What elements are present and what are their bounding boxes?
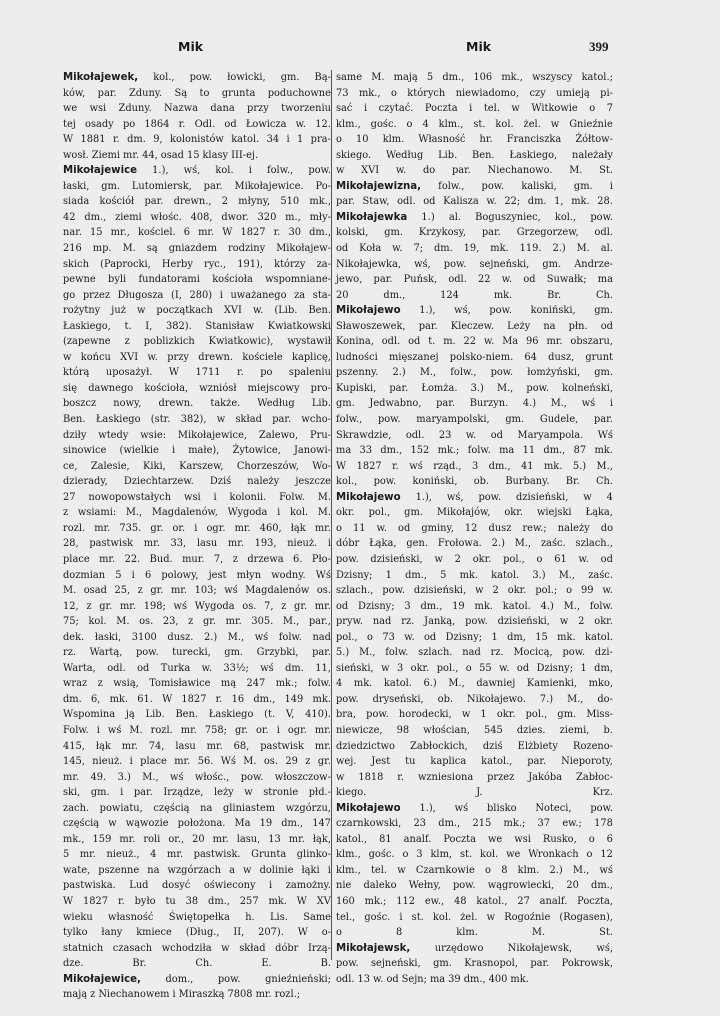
text-line: place mr. 22. Bud. mur. 7, z drzewa 6. Pło- <box>63 553 331 565</box>
text-line: pszenny. 2.) M., folw., pow. łomżyński, gm. <box>336 367 613 379</box>
text-line: mk., 159 mr. roli or., 20 mr. lasu, 13 mr. łąk, <box>63 833 331 845</box>
text-line: ków, par. Zduny. Są to grunta poduchowne <box>63 87 331 99</box>
right-text-column <box>336 70 613 987</box>
text-line: Warta, odl. od Turka w. 33½; wś dm. 11, <box>63 662 331 674</box>
text-line: we wsi Zduny. Nazwa dana przy tworzeniu <box>63 103 331 115</box>
text-line: rz. Wartą, pow. turecki, gm. Grzybki, par. <box>63 647 331 659</box>
text-line: Mikołajewice 1.), wś, kol. i folw., pow. <box>63 165 331 177</box>
left-text-column <box>63 70 331 1003</box>
text-line: dm. 6, mk. 61. W 1827 r. 16 dm., 149 mk. <box>63 693 331 705</box>
text-line: Wspomina ją Lib. Ben. Łaskiego (t. V, 410). <box>63 709 331 721</box>
text-line: o 10 klm. Własność hr. Franciszka Żółtow- <box>336 134 613 146</box>
text-line: Mikołajewsk, urzędowo Nikołajewsk, wś, <box>336 942 613 954</box>
text-line: 4 mk. katol. 6.) M., dawniej Kamienki, mko, <box>336 678 613 690</box>
text-line: w 1818 r. wzniesiona przez Jakóba Zabłoc- <box>336 771 613 783</box>
text-line: ski, gm. i par. Irządze, leży w stronie płd.- <box>63 787 331 799</box>
text-line: Mikołajewka 1.) al. Boguszyniec, kol., pow. <box>336 211 613 223</box>
text-line: dozmian 5 i 6 polowy, jest młyn wodny. Wś <box>63 569 331 581</box>
text-line: Łaskiego, t. I, 382). Stanisław Kwiatkowski <box>63 320 331 332</box>
column-divider <box>331 70 332 960</box>
text-line: Skrawdzie, odl. 23 w. od Maryampola. Wś <box>336 429 613 441</box>
text-line: boszcz nowy, drewn. także. Według Lib. <box>63 398 331 410</box>
text-line: bra, pow. horodecki, w 1 okr. pol., gm. Miss- <box>336 709 613 721</box>
text-line: od Koła w. 7; dm. 19, mk. 119. 2.) M. al. <box>336 243 613 255</box>
text-line: Mikołajewizna, folw., pow. kaliski, gm. i <box>336 180 613 192</box>
text-line: tylko łany kmiece (Dług., II, 207). W o- <box>63 927 331 939</box>
text-line: odl. 13 w. od Sejn; ma 39 dm., 400 mk. <box>336 973 529 985</box>
text-line: klm., gośc. o 4 klm., st. kol. żel. w Gnieźnie <box>336 118 613 130</box>
text-line: 160 mk.; 112 ew., 48 katol., 27 analf. Poczta, <box>336 895 613 907</box>
text-line: 415, łąk mr. 74, lasu mr. 68, pastwisk mr. <box>63 740 331 752</box>
text-line: 145, nieuż. i place mr. 56. Wś M. os. 29 z gr. <box>63 756 331 768</box>
text-line: dziły wtedy wsie: Mikołajewice, Zalewo, Pru- <box>63 429 331 441</box>
text-line: w końcu XVI w. przy drewn. kościele kaplicę, <box>63 351 331 363</box>
text-line: mr. 49. 3.) M., wś włośc., pow. włoszczow- <box>63 771 331 783</box>
text-line: sinowice (wielkie i małe), Żytowice, Janowi- <box>63 445 331 457</box>
text-line: 75; kol. M. os. 23, z gr. mr. 305. M., par., <box>63 616 331 628</box>
text-line: o 11 w. od gminy, 12 dusz rew.; należy do <box>336 522 613 534</box>
text-line: z wsiami: M., Magdalenów, Wygoda i kol. M. <box>63 507 331 519</box>
text-line: dóbr Łąka, gen. Frołowa. 2.) M., zaśc. szlach., <box>336 538 613 550</box>
text-line: sać i czytać. Poczta i tel. w Witkowie o 7 <box>336 103 613 115</box>
text-line: Konina, odl. od t. m. 22 w. Ma 96 mr. obszaru, <box>336 336 613 348</box>
text-line: (zapewne z poblizkich Kwiatkowic), wystawił <box>63 336 331 348</box>
text-line: mają z Niechanowem i Miraszką 7808 mr. rozl.; <box>63 989 301 1001</box>
text-line: Dzisny; 1 dm., 5 mk. katol. 3.) M., zaśc. <box>336 569 613 581</box>
text-line: statnich czasach wchodziła w skład dóbr Irzą- <box>63 942 331 954</box>
text-line: rożytny już w początkach XVI w. (Lib. Ben. <box>63 305 331 317</box>
text-line: tej osady po 1864 r. Odl. od Łowicza w. 12. <box>63 118 331 130</box>
text-line: katol., 81 analf. Poczta we wsi Rusko, o 6 <box>336 833 613 845</box>
text-line: dze. Br. Ch. E. B. <box>63 958 331 970</box>
text-line: pryw. nad rz. Janką, pow. dzisieński, w 2 okr. <box>336 616 613 628</box>
text-line: same M. mają 5 dm., 106 mk., wszyscy katol.; <box>336 72 613 83</box>
text-line: 42 dm., ziemi włośc. 408, dwor. 320 m., mły- <box>63 211 331 223</box>
text-line: klm., gośc. o 3 klm, st. kol. we Wronkach o 12 <box>336 849 613 861</box>
text-line: go przez Długosza (I, 280) i uważanego za sta- <box>63 289 331 301</box>
text-line: 216 mp. M. są gniazdem rodziny Mikołajew- <box>63 243 331 255</box>
running-head-left: Mik <box>178 39 204 54</box>
text-line: 12, z gr. mr. 198; wś Wygoda os. 7, z gr. mr. <box>63 600 331 612</box>
text-line: pewne byli fundatorami kościoła wspomniane- <box>63 274 331 286</box>
text-line: się dawnego kościoła, wzniósł miejscowy pro- <box>63 382 331 394</box>
text-line: łaski, gm. Lutomiersk, par. Mikołajewice. Po- <box>63 180 331 192</box>
running-head-center: Mik <box>466 39 492 54</box>
text-line: częścią w wąwozie położona. Ma 19 dm., 147 <box>63 818 331 830</box>
text-line: ludności mięszanej polsko-niem. 64 dusz, grunt <box>336 351 613 363</box>
text-line: dek. łaski, 3100 dusz. 2.) M., wś folw. nad <box>63 631 331 643</box>
text-line: W 1827 r. wś rząd., 3 dm., 41 mk. 5.) M., <box>336 460 613 472</box>
text-line: Mikołajewo 1.), wś blisko Noteci, pow. <box>336 802 613 814</box>
text-line: pow. dzisieński, w 2 okr. pol., o 61 w. od <box>336 553 613 565</box>
text-line: w XVI w. do par. Niechanowo. M. St. <box>336 165 613 177</box>
text-line: W 1881 r. dm. 9, kolonistów katol. 34 i 1 pra- <box>63 134 331 146</box>
text-line: Nikołajewka, wś, pow. sejneński, gm. Andrze- <box>336 258 613 270</box>
text-line: 28, pastwisk mr. 33, lasu mr. 193, nieuż. i <box>63 538 331 550</box>
text-line: folw., pow. maryampolski, gm. Gudele, par. <box>336 414 613 426</box>
text-line: Mikołajewice, dom., pow. gnieźnieński; <box>63 973 331 985</box>
text-line: skich (Paprocki, Herby ryc., 191), którzy za- <box>63 258 331 270</box>
text-line: 5.) M., folw. szlach. nad rz. Mocicą, pow. dzi- <box>336 647 613 659</box>
text-line: od Dzisny; 3 dm., 19 mk. katol. 4.) M., folw. <box>336 600 613 612</box>
text-line: dziedzictwo Zabłockich, dziś Elżbiety Rozeno- <box>336 740 613 752</box>
text-line: wosł. Ziemi mr. 44, osad 15 klasy III-ej. <box>63 149 259 161</box>
text-line: jewo, par. Puńsk, odl. 22 w. od Suwałk; ma <box>336 274 613 286</box>
text-line: niewicze, 98 włościan, 545 dzies. ziemi, b. <box>336 724 613 736</box>
text-line: szlach., pow. dzisieński, w 2 okr. pol.; o 99 w. <box>336 585 613 597</box>
text-line: okr. pol., gm. Mikołajów, okr. wiejski Łąka, <box>336 507 613 519</box>
text-line: W 1827 r. było tu 38 dm., 257 mk. W XV <box>63 895 331 907</box>
text-line: wej. Jest tu kaplica katol., par. Nieporoty, <box>336 756 613 768</box>
text-line: ce, Zalesie, Kiki, Karszew, Chorzeszów, Wo- <box>63 460 331 472</box>
text-line: gm. Jedwabno, par. Burzyn. 4.) M., wś i <box>336 398 613 410</box>
text-line: skiego. Według Lib. Ben. Łaskiego, należały <box>336 149 613 161</box>
text-line: pastwiska. Lud dosyć oświecony i zamożny. <box>63 880 331 892</box>
text-line: wate, pszenne na wzgórzach a w dolinie łąki i <box>63 864 331 876</box>
text-line: tel., gośc. i st. kol. żel. w Rogoźnie (Rogasen), <box>336 911 613 923</box>
text-line: wraz z wsią, Tomisławice mą 247 mk.; folw. <box>63 678 331 690</box>
text-line: wieku własność Świętopełka h. Lis. Same <box>63 911 331 923</box>
text-line: 73 mk., o których niewiadomo, czy umieją pi- <box>336 87 613 99</box>
page-number: 399 <box>589 39 609 54</box>
text-line: Mikołajewek, kol., pow. łowicki, gm. Bą- <box>63 72 331 83</box>
text-line: pow. sejneński, gm. Krasnopol, par. Pokrowsk, <box>336 958 613 970</box>
text-line: M. osad 25, z gr. mr. 103; wś Magdalenów os. <box>63 585 331 597</box>
text-line: Folw. i wś M. rozl. mr. 758; gr. or. i ogr. mr. <box>63 724 331 736</box>
text-line: kol., pow. koniński, ob. Burbany. Br. Ch. <box>336 476 613 488</box>
text-line: kolski, gm. Krzykosy, par. Grzegorzew, odl. <box>336 227 613 239</box>
text-line: par. Staw, odl. od Kalisza w. 22; dm. 1, mk. 28. <box>336 196 613 208</box>
text-line: 20 dm., 124 mk. Br. Ch. <box>336 289 613 301</box>
text-line: Mikołajewo 1.), wś, pow. koniński, gm. <box>336 305 613 317</box>
text-line: pow. dryseński, ob. Nikołajewo. 7.) M., do- <box>336 693 613 705</box>
text-line: ma 33 dm., 152 mk.; folw. ma 11 dm., 87 mk. <box>336 445 613 457</box>
text-line: Mikołajewo 1.), wś, pow. dzisieński, w 4 <box>336 491 613 503</box>
text-line: 27 nowopowstałych wsi i kolonii. Folw. M. <box>63 491 331 503</box>
text-line: rozl. mr. 735. gr. or. i ogr. mr. 460, łąk mr. <box>63 522 331 534</box>
text-line: Ben. Łaskiego (str. 382), w skład par. wcho- <box>63 414 331 426</box>
text-line: sieński, w 3 okr. pol., o 55 w. od Dzisny; 1 dm, <box>336 662 613 674</box>
text-line: o 8 klm. M. St. <box>336 927 613 939</box>
text-line: którą uposażył. W 1711 r. po spaleniu <box>63 367 331 379</box>
text-line: czarnkowski, 23 dm., 215 mk.; 37 ew.; 178 <box>336 818 613 830</box>
text-line: nar. 15 mr., kościel. 6 mr. W 1827 r. 30 dm., <box>63 227 331 239</box>
text-line: kiego. J. Krz. <box>336 787 613 799</box>
text-line: pol., o 73 w. od Dzisny; 1 dm, 15 mk. katol. <box>336 631 613 643</box>
text-line: Sławoszewek, par. Kleczew. Leży na płn. od <box>336 320 613 332</box>
text-line: zach. powiatu, częścią na gliniastem wzgórzu, <box>63 802 331 814</box>
text-line: nie daleko Wełny, pow. wągrowiecki, 20 dm., <box>336 880 613 892</box>
text-line: siada kościół par. drewn., 2 młyny, 510 mk., <box>63 196 331 208</box>
text-line: klm., tel. w Czarnkowie o 8 klm. 2.) M., wś <box>336 864 613 876</box>
text-line: Kupiski, par. Łomża. 3.) M., pow. kolneński, <box>336 382 613 394</box>
text-line: dzierady, Dziechtarzew. Dziś należy jeszcze <box>63 476 331 488</box>
text-line: 5 mr. nieuż., 4 mr. pastwisk. Grunta glinko- <box>63 849 331 861</box>
